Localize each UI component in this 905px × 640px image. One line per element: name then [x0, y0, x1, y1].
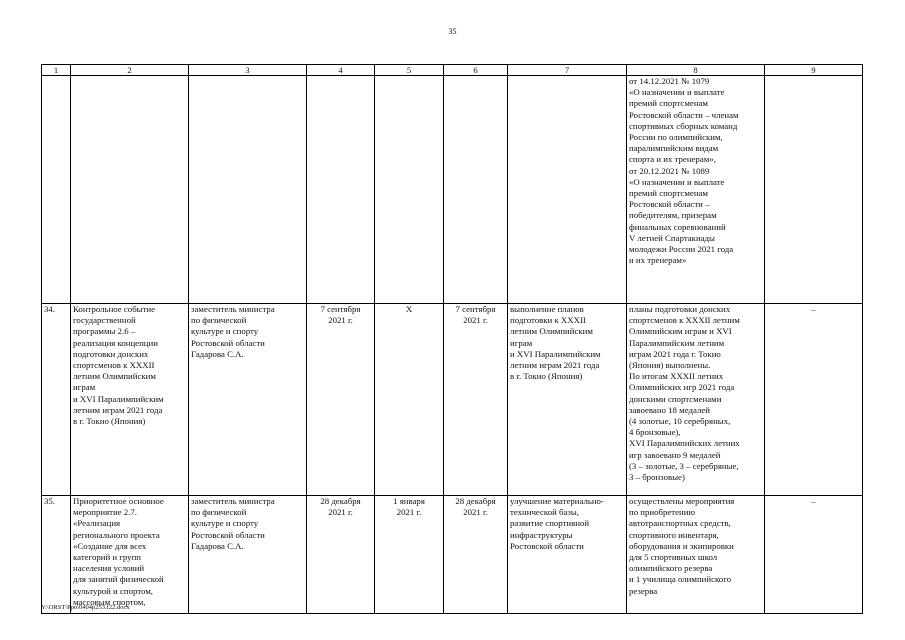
header-cell-4: 4 [307, 65, 375, 76]
actual-date-cell: 7 сентября 2021 г. [444, 304, 508, 496]
event-name-cell: Контрольное событие государственной программы 2.6 – реализация концепции подготовки донских спортсменов к XXXII летним Олимпийским играм и XVI Паралимпийским летним играм 2021 года в г. Токио (Япония) [71, 304, 189, 496]
responsible-cell: заместитель министра по физической культуре и спорту Ростовской области Гадарова С.А. [189, 304, 307, 496]
empty-cell [508, 76, 627, 304]
header-cell-1: 1 [42, 65, 71, 76]
expected-result-cell: выполнение планов подготовки к XXXII летним Олимпийским играм и XVI Паралимпийским летним играм 2021 года в г. Токио (Япония) [508, 304, 627, 496]
report-table [41, 64, 863, 614]
result-cell: от 14.12.2021 № 1079 «О назначении и выплате премий спортсменам Ростовской области – членам спортивных сборных команд России по олимпийским, паралимпийским видам спорта и их тренерам», от 20.12.2021 № 1089 «О назначении и выплате премий спортсменам Ростовской области – победителям, призерам финальных соревнований V летней Спартакиады молодежи России 2021 года и их тренерам» [627, 76, 765, 304]
header-cell-6: 6 [444, 65, 508, 76]
empty-cell [189, 76, 307, 304]
footer-file-path: Y:\ORST\Ppo\0404p253.f22.docx [41, 604, 130, 611]
empty-cell [375, 76, 444, 304]
row-number: 34. [42, 304, 71, 496]
header-cell-5: 5 [375, 65, 444, 76]
start-date-cell: 1 января 2021 г. [375, 496, 444, 614]
header-cell-2: 2 [71, 65, 189, 76]
table-row [42, 496, 863, 614]
page-number: 35 [448, 27, 457, 36]
empty-cell [444, 76, 508, 304]
planned-date-cell: 28 декабря 2021 г. [307, 496, 375, 614]
empty-cell [765, 76, 863, 304]
empty-cell [42, 76, 71, 304]
start-date-cell: X [375, 304, 444, 496]
header-cell-9: 9 [765, 65, 863, 76]
header-cell-3: 3 [189, 65, 307, 76]
empty-cell [307, 76, 375, 304]
header-cell-8: 8 [627, 65, 765, 76]
event-name-cell: Приоритетное основное мероприятие 2.7. «Реализация регионального проекта «Создание для всех категорий и групп населения условий для занятий физической культурой и спортом, массовым спортом, [71, 496, 189, 614]
planned-date-cell: 7 сентября 2021 г. [307, 304, 375, 496]
continuation-row [42, 76, 863, 304]
header-row [42, 65, 863, 76]
responsible-cell: заместитель министра по физической культуре и спорту Ростовской области Гадарова С.А. [189, 496, 307, 614]
notes-cell: – [765, 496, 863, 614]
row-number: 35. [42, 496, 71, 614]
actual-result-cell: осуществлены мероприятия по приобретению автотранспортных средств, спортивного инвентаря, оборудования и экипировки для 5 спортивных школ олимпийского резерва и 1 училища олимпийского резерва [627, 496, 765, 614]
header-cell-7: 7 [508, 65, 627, 76]
actual-date-cell: 28 декабря 2021 г. [444, 496, 508, 614]
empty-cell [71, 76, 189, 304]
actual-result-cell: планы подготовки донских спортсменов к XXXII летним Олимпийским играм и XVI Паралимпийским летним играм 2021 года г. Токио (Япония) выполнены. По итогам XXXII летних Олимпийских игр 2021 года донскими спортсменами завоевано 18 медалей (4 золотые, 10 серебряных, 4 бронзовые), XVI Паралимпийских летних игр завоевано 9 медалей (3 – золотые, 3 – серебряные, 3 – бронзовые) [627, 304, 765, 496]
table-row [42, 304, 863, 496]
notes-cell: – [765, 304, 863, 496]
expected-result-cell: улучшение материально- технической базы, развитие спортивной инфраструктуры Ростовской области [508, 496, 627, 614]
